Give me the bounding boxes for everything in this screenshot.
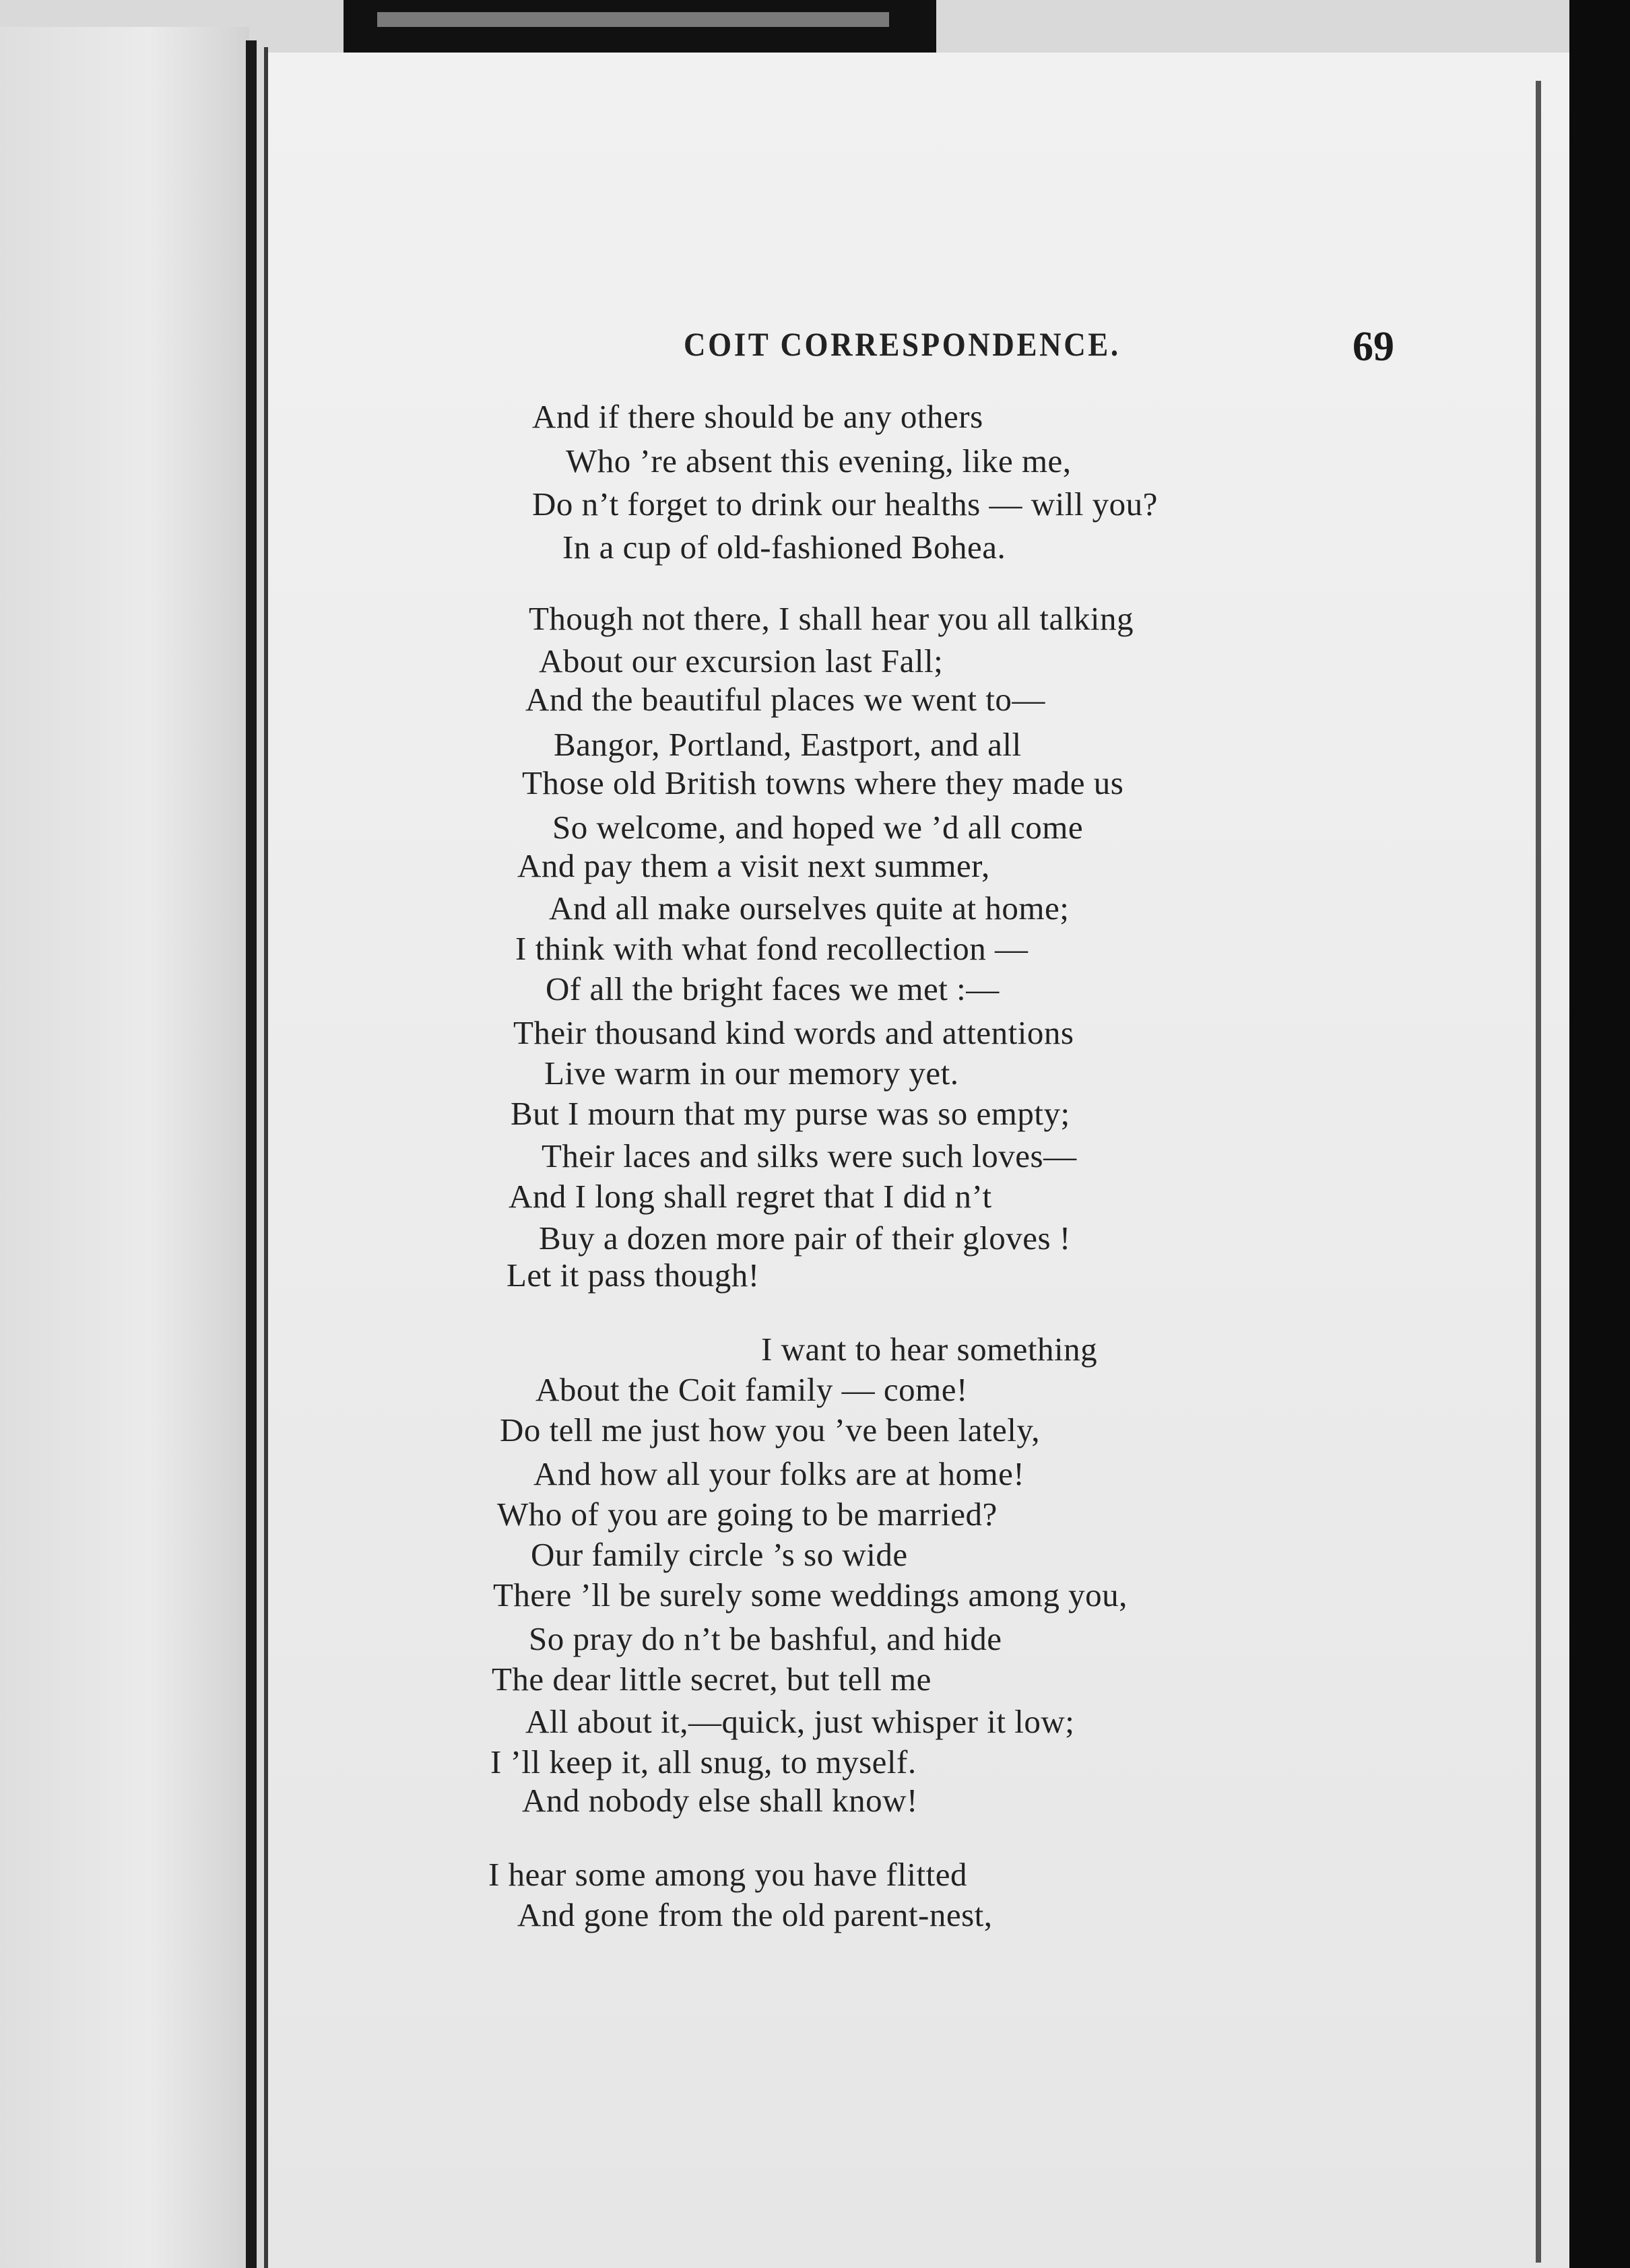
poem-line: Live warm in our memory yet. [544,1055,959,1092]
poem-line: I ’ll keep it, all snug, to myself. [490,1743,917,1780]
poem-line: But I mourn that my purse was so empty; [511,1095,1070,1132]
poem-line: I think with what fond recollection — [515,930,1029,967]
poem-line: I hear some among you have flitted [488,1856,967,1893]
poem-line: Of all the bright faces we met :— [546,970,1000,1007]
poem-line: Those old British towns where they made us [522,764,1124,801]
poem-line: And if there should be any others [532,398,983,435]
page-number: 69 [1352,324,1394,370]
poem-line: About the Coit family — come! [535,1371,968,1408]
poem-line: The dear little secret, but tell me [492,1661,932,1698]
poem-line: I want to hear something [761,1331,1098,1368]
poem-line: Their laces and silks were such loves— [542,1137,1077,1174]
poem-line: Bangor, Portland, Eastport, and all [554,726,1022,763]
poem-line: And how all your folks are at home! [533,1455,1025,1492]
poem-line: And nobody else shall know! [522,1782,918,1819]
running-head: COIT CORRESPONDENCE. [684,325,1121,363]
poem-line: Let it pass though! [507,1257,760,1294]
poem-line: Who of you are going to be married? [497,1496,998,1533]
poem-line: All about it,—quick, just whisper it low; [525,1703,1075,1740]
poem-line: Do n’t forget to drink our healths — will you? [532,486,1158,523]
poem-line: Though not there, I shall hear you all talking [529,600,1134,637]
poem-line: About our excursion last Fall; [539,642,944,679]
poem-line: Buy a dozen more pair of their gloves ! [539,1220,1071,1257]
poem-line: And gone from the old parent-nest, [517,1896,993,1933]
poem-line: Do tell me just how you ’ve been lately, [500,1411,1040,1448]
poem-line: And pay them a visit next summer, [517,847,990,884]
poem-line: Their thousand kind words and attentions [513,1014,1074,1051]
poem-line: There ’ll be surely some weddings among you, [493,1576,1128,1613]
poem-line: In a cup of old-fashioned Bohea. [562,529,1006,566]
poem-line: So pray do n’t be bashful, and hide [529,1620,1002,1657]
poem-line: And all make ourselves quite at home; [549,890,1070,927]
poem-line: And I long shall regret that I did n’t [509,1178,992,1215]
poem-line: Who ’re absent this evening, like me, [566,442,1072,479]
poem-line: Our family circle ’s so wide [531,1536,908,1573]
poem-line: So welcome, and hoped we ’d all come [552,809,1084,846]
poem-line: And the beautiful places we went to— [525,681,1045,718]
